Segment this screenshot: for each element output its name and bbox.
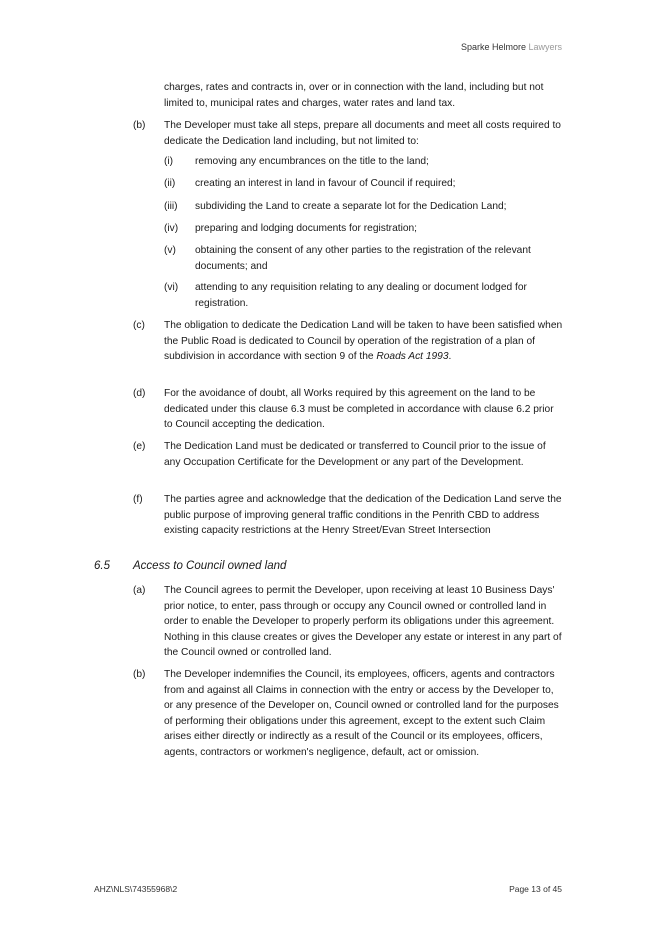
subitem-v xyxy=(164,243,564,274)
clause-c-body: The obligation to dedicate the Dedication Land will be taken to have been satisfied when the Public Road is dedicated to Council by operation of the registration of a plan of subdivision in accordance with section 9 of the xyxy=(164,320,563,363)
page-number: Page 13 of 45 xyxy=(509,884,562,894)
subitem-label: (v) xyxy=(164,245,176,256)
clause-text: For the avoidance of doubt, all Works required by this agreement on the land to be dedicated under this clause 6.3 must be completed in accordance with clause 6.2 prior to Council accepting the dedication. xyxy=(164,388,554,431)
firm-suffix: Lawyers xyxy=(528,42,562,52)
subitem-text: obtaining the consent of any other parties to the registration of the relevant documents; and xyxy=(195,245,531,272)
clause-e xyxy=(133,439,563,470)
clause-c xyxy=(133,318,563,365)
subitem-ii xyxy=(164,176,564,192)
clause-text: The Dedication Land must be dedicated or transferred to Council prior to the issue of any Occupation Certificate for the Development or any part of the Development. xyxy=(164,441,546,468)
lead-paragraph: charges, rates and contracts in, over or in connection with the land, including but not limited to, municipal rates and charges, water rates and land tax. xyxy=(164,82,544,109)
clause-text: The Developer indemnifies the Council, its employees, officers, agents and contractors from and against all Claims in connection with the entry or access by the Developer to, or any presence of the Developer on, Council owned or controlled land for the purposes of performing their obligations under this agreement, except to the extent such Claim arises either directly or indirectly as a result of the Council or its employees, officers, agents, contractors or workmen's negligence, default, act or omission. xyxy=(164,669,559,758)
clause-label: (f) xyxy=(133,494,143,505)
clause-text: The Council agrees to permit the Developer, upon receiving at least 10 Business Days' prior notice, to enter, pass through or occupy any Council owned or controlled land in order to enable the Developer to properly perform its obligations under this agreement. Nothing in this clause creates or gives the Developer any estate or interest in any part of the Council owned or controlled land. xyxy=(164,585,562,659)
page-header xyxy=(461,42,562,52)
subitem-label: (ii) xyxy=(164,178,176,189)
clause-text: The parties agree and acknowledge that the dedication of the Dedication Land serve the public purpose of improving general traffic conditions in the Penrith CBD to address existing capacity restrictions at the Henry Street/Evan Street Intersection xyxy=(164,494,562,537)
clause-c-end: . xyxy=(448,351,452,363)
clause-text: The Developer must take all steps, prepare all documents and meet all costs required to dedicate the Dedication land including, but not limited to: xyxy=(164,120,561,147)
clause-label: (b) xyxy=(133,120,146,131)
section-title: Access to Council owned land xyxy=(133,560,287,572)
section-number: 6.5 xyxy=(94,560,110,572)
clause-6-5-a xyxy=(133,583,563,661)
clause-b xyxy=(133,118,563,149)
subitem-iv xyxy=(164,221,564,237)
subitem-label: (i) xyxy=(164,156,174,167)
subitem-text: preparing and lodging documents for registration; xyxy=(195,223,417,234)
clause-label: (d) xyxy=(133,388,146,399)
clause-label: (c) xyxy=(133,320,145,331)
subitem-text: creating an interest in land in favour of Council if required; xyxy=(195,178,456,189)
clause-text xyxy=(164,318,563,365)
subitem-label: (iv) xyxy=(164,223,179,234)
subitem-text: removing any encumbrances on the title to the land; xyxy=(195,156,429,167)
clause-label: (a) xyxy=(133,585,146,596)
clause-6-5-b xyxy=(133,667,563,761)
subitem-text: attending to any requisition relating to any dealing or document lodged for registration. xyxy=(195,282,527,309)
document-reference: AHZ\NLS\74355968\2 xyxy=(94,884,178,894)
clause-label: (e) xyxy=(133,441,146,452)
subitem-label: (vi) xyxy=(164,282,179,293)
subitem-vi xyxy=(164,280,564,311)
clause-label: (b) xyxy=(133,669,146,680)
act-name: Roads Act 1993 xyxy=(376,351,449,363)
clause-f xyxy=(133,492,563,539)
subitem-i xyxy=(164,154,564,170)
clause-d xyxy=(133,386,563,433)
section-heading xyxy=(94,560,564,572)
subitem-iii xyxy=(164,199,564,215)
subitem-text: subdividing the Land to create a separate lot for the Dedication Land; xyxy=(195,201,507,212)
subitem-label: (iii) xyxy=(164,201,178,212)
firm-name: Sparke Helmore xyxy=(460,42,526,52)
